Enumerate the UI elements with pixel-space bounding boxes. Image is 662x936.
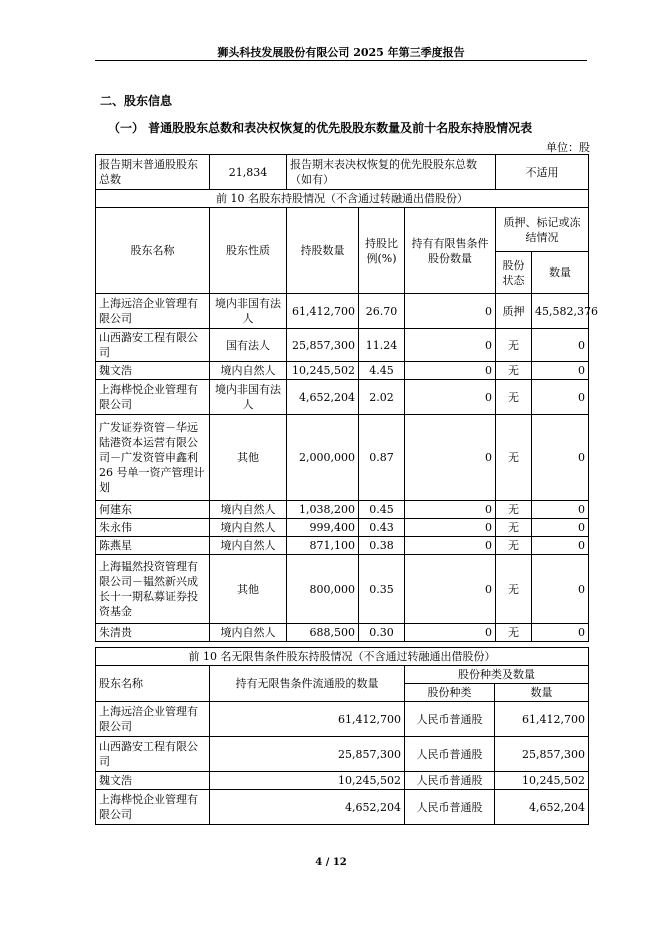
share-kind: 人民币普通股 bbox=[405, 737, 495, 772]
share-count: 4,652,204 bbox=[287, 380, 359, 415]
table-row bbox=[96, 537, 589, 555]
pledge-qty: 0 bbox=[532, 555, 589, 624]
pledge-qty: 0 bbox=[532, 329, 589, 362]
u-col-header-qty: 数量 bbox=[495, 684, 589, 702]
unrestricted-caption: 前 10 名无限售条件股东持股情况（不含通过转融通出借股份） bbox=[96, 648, 589, 666]
top10-caption: 前 10 名股东持股情况（不含通过转融通出借股份） bbox=[96, 190, 589, 208]
pledge-status: 无 bbox=[496, 537, 532, 555]
shareholder-nature: 境内非国有法人 bbox=[210, 294, 287, 329]
shareholder-nature: 境内自然人 bbox=[210, 624, 287, 642]
table-row bbox=[96, 294, 589, 329]
pledge-status: 无 bbox=[496, 519, 532, 537]
share-ratio: 0.30 bbox=[359, 624, 405, 642]
shareholder-name: 陈燕星 bbox=[96, 537, 210, 555]
shareholder-nature: 境内自然人 bbox=[210, 537, 287, 555]
pledge-status: 质押 bbox=[496, 294, 532, 329]
table-row bbox=[96, 362, 589, 380]
u-col-header-kind: 股份种类 bbox=[405, 684, 495, 702]
share-ratio: 26.70 bbox=[359, 294, 405, 329]
share-count: 25,857,300 bbox=[287, 329, 359, 362]
shareholder-nature: 国有法人 bbox=[210, 329, 287, 362]
col-header-status: 股份状态 bbox=[496, 252, 532, 294]
share-ratio: 11.24 bbox=[359, 329, 405, 362]
restricted-count: 0 bbox=[405, 555, 496, 624]
table-row bbox=[96, 737, 589, 772]
table-row bbox=[96, 415, 589, 501]
shareholder-nature: 境内自然人 bbox=[210, 519, 287, 537]
table-row bbox=[96, 790, 589, 825]
unit-label: 单位：股 bbox=[546, 141, 590, 154]
total-holders-label: 报告期末普通股股东总数 bbox=[96, 155, 210, 190]
page-header: 狮头科技发展股份有限公司 2025 年第三季度报告 bbox=[217, 46, 465, 59]
share-kind-qty: 10,245,502 bbox=[495, 772, 589, 790]
preferred-holders-value: 不适用 bbox=[496, 155, 589, 190]
table-row bbox=[96, 501, 589, 519]
col-header-nature: 股东性质 bbox=[210, 208, 287, 294]
shareholder-name: 上海桦悦企业管理有限公司 bbox=[96, 380, 210, 415]
pledge-qty: 0 bbox=[532, 519, 589, 537]
u-col-header-shares: 持有无限售条件流通股的数量 bbox=[210, 666, 405, 702]
share-count: 61,412,700 bbox=[287, 294, 359, 329]
restricted-count: 0 bbox=[405, 501, 496, 519]
share-count: 999,400 bbox=[287, 519, 359, 537]
shareholder-name: 上海远涪企业管理有限公司 bbox=[96, 294, 210, 329]
shareholder-name: 上海远涪企业管理有限公司 bbox=[96, 702, 210, 737]
shareholder-name: 山西潞安工程有限公司 bbox=[96, 737, 210, 772]
pledge-status: 无 bbox=[496, 624, 532, 642]
unrestricted-count: 25,857,300 bbox=[210, 737, 405, 772]
pledge-qty: 45,582,376 bbox=[532, 294, 589, 329]
unrestricted-table bbox=[95, 647, 589, 825]
col-header-shares: 持股数量 bbox=[287, 208, 359, 294]
restricted-count: 0 bbox=[405, 380, 496, 415]
share-kind-qty: 25,857,300 bbox=[495, 737, 589, 772]
u-col-header-name: 股东名称 bbox=[96, 666, 210, 702]
restricted-count: 0 bbox=[405, 537, 496, 555]
shareholder-name: 朱永伟 bbox=[96, 519, 210, 537]
share-ratio: 4.45 bbox=[359, 362, 405, 380]
shareholder-name: 朱清贵 bbox=[96, 624, 210, 642]
restricted-count: 0 bbox=[405, 294, 496, 329]
unrestricted-count: 10,245,502 bbox=[210, 772, 405, 790]
share-ratio: 0.43 bbox=[359, 519, 405, 537]
shareholder-name: 上海桦悦企业管理有限公司 bbox=[96, 790, 210, 825]
pledge-qty: 0 bbox=[532, 380, 589, 415]
shareholder-nature: 其他 bbox=[210, 415, 287, 501]
restricted-count: 0 bbox=[405, 415, 496, 501]
restricted-count: 0 bbox=[405, 362, 496, 380]
share-count: 1,038,200 bbox=[287, 501, 359, 519]
shareholder-name: 魏文浩 bbox=[96, 362, 210, 380]
pledge-status: 无 bbox=[496, 501, 532, 519]
table-row bbox=[96, 519, 589, 537]
page-number: 4 / 12 bbox=[315, 857, 347, 868]
pledge-status: 无 bbox=[496, 329, 532, 362]
shareholder-table bbox=[95, 154, 598, 642]
unrestricted-count: 61,412,700 bbox=[210, 702, 405, 737]
shareholder-nature: 其他 bbox=[210, 555, 287, 624]
col-header-restricted: 持有有限售条件股份数量 bbox=[405, 208, 496, 294]
header-rule bbox=[95, 60, 587, 61]
share-kind-qty: 4,652,204 bbox=[495, 790, 589, 825]
share-kind: 人民币普通股 bbox=[405, 772, 495, 790]
shareholder-name: 山西潞安工程有限公司 bbox=[96, 329, 210, 362]
preferred-holders-label: 报告期末表决权恢复的优先股股东总数（如有） bbox=[287, 155, 496, 190]
pledge-qty: 0 bbox=[532, 415, 589, 501]
restricted-count: 0 bbox=[405, 624, 496, 642]
share-kind: 人民币普通股 bbox=[405, 790, 495, 825]
section-title: 二、股东信息 bbox=[100, 94, 173, 108]
pledge-status: 无 bbox=[496, 380, 532, 415]
shareholder-name: 上海韫然投资管理有限公司－韫然新兴成长十一期私募证券投资基金 bbox=[96, 555, 210, 624]
pledge-qty: 0 bbox=[532, 537, 589, 555]
restricted-count: 0 bbox=[405, 329, 496, 362]
table-row bbox=[96, 702, 589, 737]
share-ratio: 0.35 bbox=[359, 555, 405, 624]
share-count: 10,245,502 bbox=[287, 362, 359, 380]
share-count: 688,500 bbox=[287, 624, 359, 642]
share-kind-qty: 61,412,700 bbox=[495, 702, 589, 737]
col-header-ratio: 持股比例(%) bbox=[359, 208, 405, 294]
shareholder-nature: 境内自然人 bbox=[210, 362, 287, 380]
share-ratio: 2.02 bbox=[359, 380, 405, 415]
table-row bbox=[96, 772, 589, 790]
col-header-name: 股东名称 bbox=[96, 208, 210, 294]
table-row bbox=[96, 329, 589, 362]
u-col-header-kind-group: 股份种类及数量 bbox=[405, 666, 589, 684]
shareholder-nature: 境内非国有法人 bbox=[210, 380, 287, 415]
col-header-pledge: 质押、标记或冻结情况 bbox=[496, 208, 589, 252]
restricted-count: 0 bbox=[405, 519, 496, 537]
total-holders-value: 21,834 bbox=[210, 155, 287, 190]
pledge-status: 无 bbox=[496, 555, 532, 624]
shareholder-name: 广发证券资管－华远陆港资本运营有限公司－广发资管申鑫利 26 号单一资产管理计划 bbox=[96, 415, 210, 501]
share-count: 871,100 bbox=[287, 537, 359, 555]
shareholder-nature: 境内自然人 bbox=[210, 501, 287, 519]
table-row bbox=[96, 624, 589, 642]
table-row bbox=[96, 380, 589, 415]
table-row bbox=[96, 555, 589, 624]
shareholder-name: 何建东 bbox=[96, 501, 210, 519]
share-ratio: 0.45 bbox=[359, 501, 405, 519]
pledge-status: 无 bbox=[496, 362, 532, 380]
col-header-qty: 数量 bbox=[532, 252, 589, 294]
share-kind: 人民币普通股 bbox=[405, 702, 495, 737]
share-count: 800,000 bbox=[287, 555, 359, 624]
pledge-qty: 0 bbox=[532, 624, 589, 642]
share-ratio: 0.38 bbox=[359, 537, 405, 555]
pledge-qty: 0 bbox=[532, 362, 589, 380]
subsection-title: （一） 普通股股东总数和表决权恢复的优先股股东数量及前十名股东持股情况表 bbox=[108, 121, 533, 135]
share-count: 2,000,000 bbox=[287, 415, 359, 501]
share-ratio: 0.87 bbox=[359, 415, 405, 501]
unrestricted-count: 4,652,204 bbox=[210, 790, 405, 825]
pledge-qty: 0 bbox=[532, 501, 589, 519]
pledge-status: 无 bbox=[496, 415, 532, 501]
shareholder-name: 魏文浩 bbox=[96, 772, 210, 790]
